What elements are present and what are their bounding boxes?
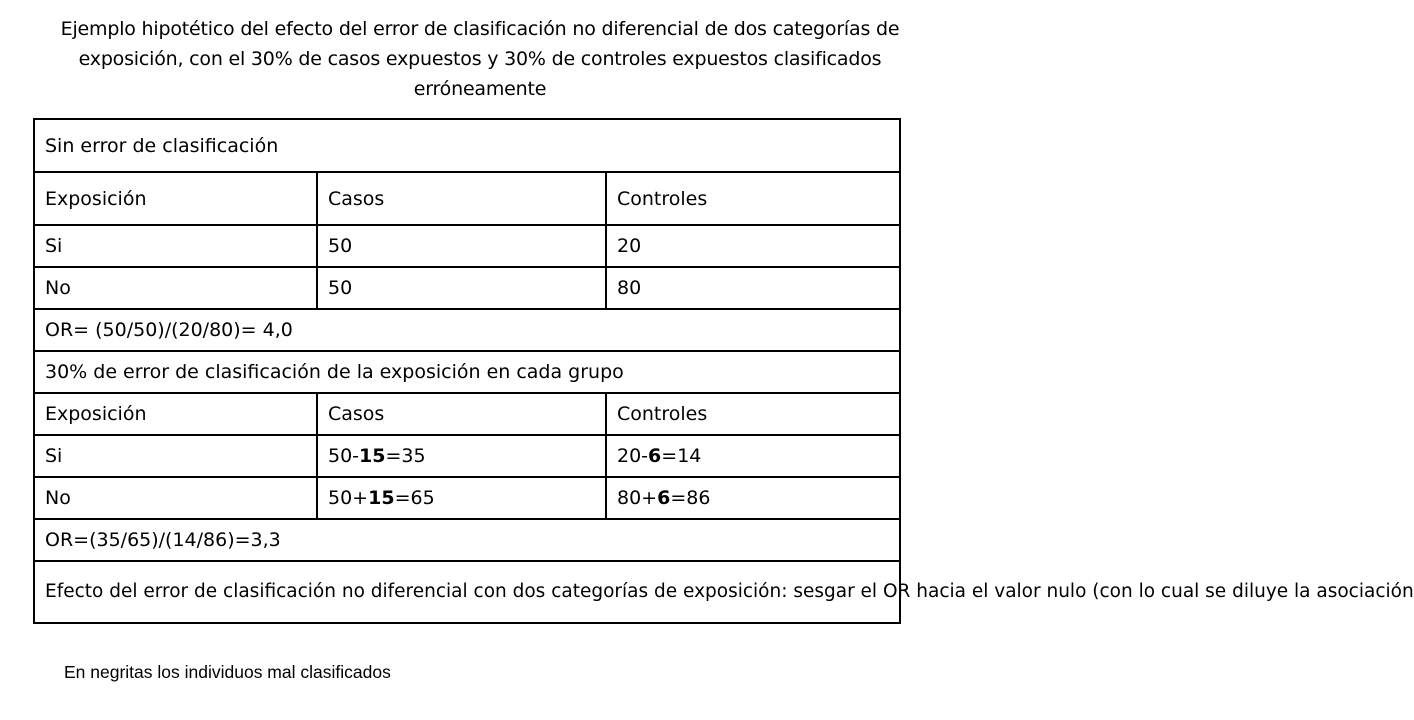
column-header-row: [34, 172, 900, 225]
conclusion-row: [34, 561, 900, 623]
cell-controles: [606, 477, 900, 519]
section-header-row: [34, 351, 900, 393]
cell-casos: [317, 435, 606, 477]
value-pre: 80+: [617, 487, 658, 509]
misclassification-table: [33, 118, 1414, 624]
cell-exposure: No: [34, 267, 317, 309]
odds-ratio-row: [34, 309, 900, 351]
misclassified-count: 15: [359, 445, 386, 467]
value-post: =35: [385, 445, 426, 467]
value-post: =14: [661, 445, 702, 467]
cell-exposure: Si: [34, 225, 317, 267]
odds-ratio-row: [34, 519, 900, 561]
cell-exposure: No: [34, 477, 317, 519]
value-post: =86: [670, 487, 711, 509]
page-title: Ejemplo hipotético del efecto del error de clasificación no diferencial de dos categorías de exposición, con el 30% de casos expuestos y 30% de controles expuestos clasificados erróneamente: [60, 18, 900, 100]
odds-ratio-1: OR= (50/50)/(20/80)= 4,0: [34, 309, 900, 351]
cell-casos: [317, 477, 606, 519]
header-casos: Casos: [317, 172, 606, 225]
table-row: [34, 267, 900, 309]
cell-controles: 80: [606, 267, 900, 309]
odds-ratio-2: OR=(35/65)/(14/86)=3,3: [34, 519, 900, 561]
misclassified-count: 15: [368, 487, 395, 509]
header-exposicion: Exposición: [34, 393, 317, 435]
cell-casos: 50: [317, 267, 606, 309]
table-row: [34, 477, 900, 519]
misclassified-count: 6: [657, 487, 671, 509]
misclassified-count: 6: [648, 445, 662, 467]
section-header-row: [34, 119, 900, 172]
section2-header: 30% de error de clasificación de la exposición en cada grupo: [34, 351, 900, 393]
cell-casos: 50: [317, 225, 606, 267]
header-controles: Controles: [606, 172, 900, 225]
conclusion-text: Efecto del error de clasificación no diferencial con dos categorías de exposición: sesgar el OR hacia el valor nulo (con lo cual se diluye la asociación: [34, 561, 900, 623]
value-post: =65: [394, 487, 435, 509]
table-row: [34, 435, 900, 477]
value-pre: 20-: [617, 445, 649, 467]
cell-controles: [606, 435, 900, 477]
table-row: [34, 225, 900, 267]
value-pre: 50-: [328, 445, 360, 467]
header-exposicion: Exposición: [34, 172, 317, 225]
section1-header: Sin error de clasificación: [34, 119, 900, 172]
column-header-row: [34, 393, 900, 435]
footnote: En negritas los individuos mal clasificados: [64, 662, 391, 682]
cell-controles: 20: [606, 225, 900, 267]
header-controles: Controles: [606, 393, 900, 435]
value-pre: 50+: [328, 487, 369, 509]
header-casos: Casos: [317, 393, 606, 435]
cell-exposure: Si: [34, 435, 317, 477]
